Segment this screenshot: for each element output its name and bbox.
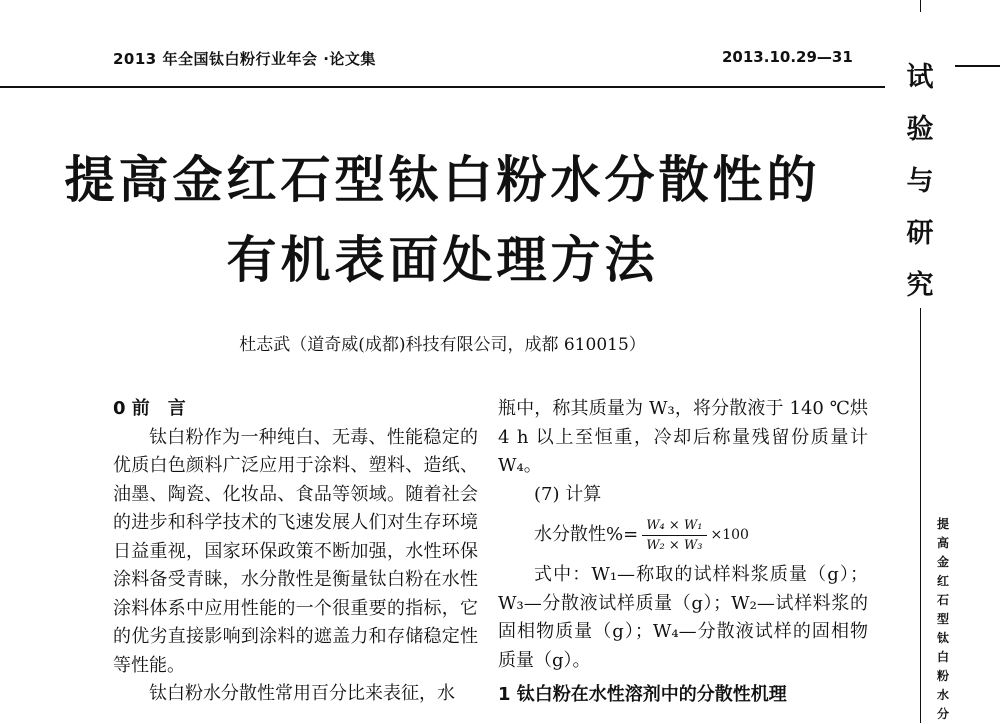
formula-multiplier: ×100 — [710, 526, 749, 543]
running-header-left: 2013 年全国钛白粉行业年会 ·论文集 — [113, 50, 376, 68]
intro-paragraph-2: 钛白粉水分散性常用百分比来表征，水 — [149, 683, 455, 704]
paper-title-line-2: 有机表面处理方法 — [226, 231, 659, 289]
band-title-char: 究 — [906, 270, 934, 301]
intro-paragraph-1: 钛白粉作为一种纯白、无毒、性能稳定的优质白色颜料广泛应用于涂料、塑料、造纸、油墨、陶瓷、化妆品、食品等领域。随着社会的进步和科学技术的飞速发展人们对生存环境日益重视，国家环保政策不断加强，水性环保涂料备受青睐，水分散性是衡量钛白粉在水性涂料体系中应用性能的一个很重要的指标，它的优劣直接影响到涂料的遮盖力和存储稳定性等性能。 — [113, 426, 478, 676]
paper-title-line-1: 提高金红石型钛白粉水分散性的 — [64, 151, 821, 209]
formula-fraction — [642, 517, 706, 554]
vertical-title-char: 红 — [936, 574, 949, 588]
vertical-title-char: 粉 — [936, 669, 949, 683]
vertical-title-char: 石 — [936, 593, 949, 607]
header-rule — [0, 86, 885, 88]
formula-lhs: 水分散性%= — [534, 523, 639, 545]
section-heading-intro: 0 前 言 — [113, 398, 186, 419]
vertical-title-char: 水 — [936, 688, 949, 702]
margin-rule-top — [955, 65, 1000, 67]
band-title-char: 试 — [906, 62, 934, 93]
vertical-title-char: 白 — [936, 650, 949, 664]
section-band-title — [898, 52, 942, 312]
formula-denominator: W₂ × W₃ — [646, 537, 703, 553]
vertical-title-char: 金 — [936, 555, 949, 569]
vertical-title-char: 型 — [936, 612, 949, 626]
method-paragraph: 瓶中，称其质量为 W₃，将分散液于 140 ℃烘 4 h 以上至恒重，冷却后称量残留份质量计 W₄。 — [498, 398, 868, 476]
dispersibility-formula — [498, 509, 868, 561]
band-title-char: 与 — [906, 166, 934, 197]
vertical-running-title — [932, 515, 954, 724]
margin-tick — [920, 0, 921, 12]
band-title-char: 研 — [906, 218, 934, 249]
author-affiliation: 杜志武（道奇威(成都)科技有限公司，成都 610015） — [239, 335, 646, 355]
right-column — [498, 395, 868, 710]
step-7-label: (7) 计算 — [534, 483, 602, 505]
vertical-title-char: 钛 — [936, 631, 949, 645]
vertical-title-char: 分 — [936, 707, 949, 721]
formula-numerator: W₄ × W₁ — [642, 517, 706, 536]
vertical-title-char: 提 — [936, 517, 949, 531]
margin-rule-vertical — [920, 308, 921, 723]
band-title-char: 验 — [906, 114, 934, 145]
vertical-title-char: 高 — [936, 536, 949, 550]
formula-where-paragraph: 式中：W₁—称取的试样料浆质量（g）；W₃—分散液试样质量（g）；W₂—试样料浆的固相物质量（g）；W₄—分散液试样的固相物质量（g）。 — [498, 564, 868, 671]
running-header-date: 2013.10.29—31 — [722, 48, 853, 66]
section-heading-mechanism: 1 钛白粉在水性溶剂中的分散性机理 — [498, 684, 787, 705]
left-column — [113, 395, 478, 709]
